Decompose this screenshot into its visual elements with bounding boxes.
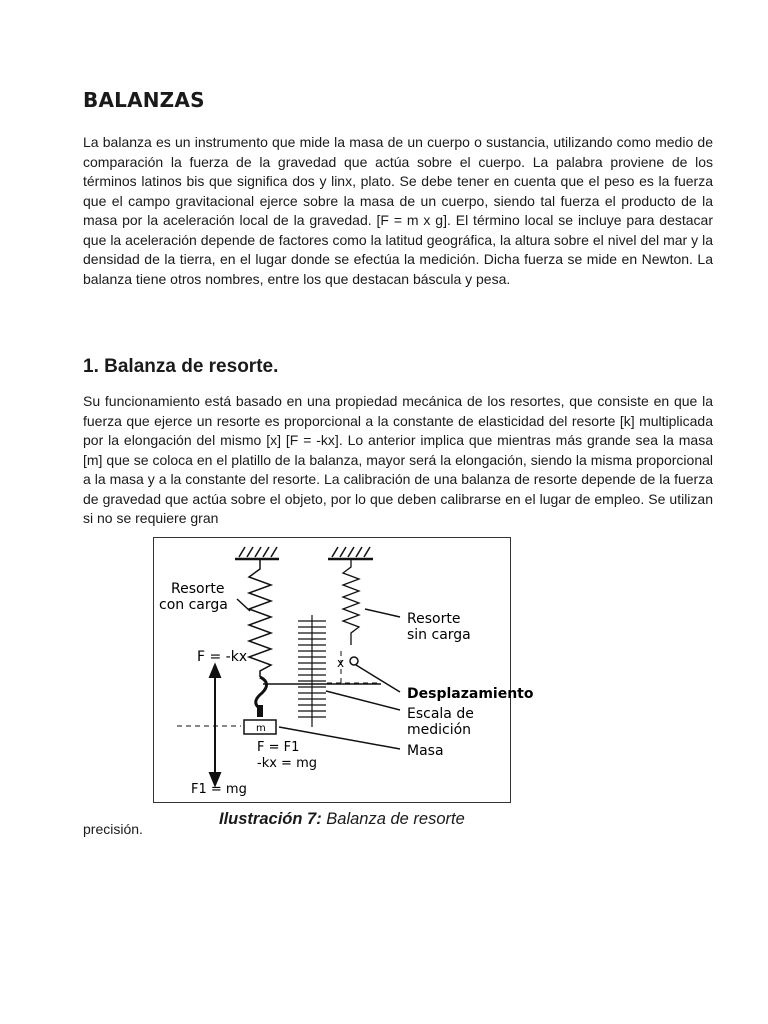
section-paragraph: Su funcionamiento está basado en una propiedad mecánica de los resortes, que consiste en que la fuerza que ejerce un resorte es proporcional a la constante de elasticidad del resorte [k] multiplicada por la elongación del mismo [x] [F = -kx]. Lo anterior implica que mientras más grande sea la masa [m] que se coloca en el platillo de la balanza, mayor será la elongación, siendo la misma proporcional a la masa y a la constante del resorte. La calibración de una balanza de resorte depende de la fuerza de gravedad que actúa sobre el objeto, por lo que deben calibrarse en el lugar de empleo. Se utilizan si no se requiere gran: [83, 393, 713, 526]
figure-caption: [219, 810, 465, 829]
intro-paragraph: La balanza es un instrumento que mide la masa de un cuerpo o sustancia, utilizando como medio de comparación la fuerza de la gravedad que actúa sobre el cuerpo. La palabra proviene de los términos latinos bis que significa dos y linx, plato. Se debe tener en cuenta que el peso es la fuerza que el campo gravitacional ejerce sobre la masa de un cuerpo, siendo tal fuerza el producto de la masa por la aceleración local de la gravedad. [F = m x g]. El término local se incluye para destacar que la aceleración depende de factores como la latitud geográfica, la altura sobre el nivel del mar y la densidad de la tierra, en el lugar donde se efectúa la medición. Dicha fuerza se mide en Newton. La balanza tiene otros nombres, entre los que destacan báscula y pesa.: [83, 134, 713, 287]
label-eq2: -kx = mg: [257, 756, 317, 771]
label-loaded-1: Resorte: [171, 581, 225, 597]
label-x: x: [337, 656, 345, 670]
label-eq1: F = F1: [257, 740, 300, 755]
label-unloaded-1: Resorte: [407, 611, 461, 627]
section-heading: 1. Balanza de resorte.: [83, 356, 279, 377]
page-title: BALANZAS: [83, 88, 205, 112]
spring-balance-diagram: [153, 537, 534, 803]
label-f1: F1 = mg: [191, 782, 247, 797]
label-unloaded-2: sin carga: [407, 627, 471, 643]
label-mass: Masa: [407, 743, 444, 759]
label-scale-1: Escala de: [407, 706, 474, 722]
label-m: m: [256, 723, 266, 734]
caption-text: Balanza de resorte: [321, 810, 465, 828]
label-loaded-2: con carga: [159, 597, 228, 613]
spring-balance-figure: [153, 537, 534, 803]
label-displacement: Desplazamiento: [407, 686, 534, 702]
caption-prefix: Ilustración 7:: [219, 810, 322, 828]
section-paragraph-tail: precisión.: [83, 821, 143, 837]
label-force: F = -kx: [197, 649, 248, 665]
label-scale-2: medición: [407, 722, 472, 738]
